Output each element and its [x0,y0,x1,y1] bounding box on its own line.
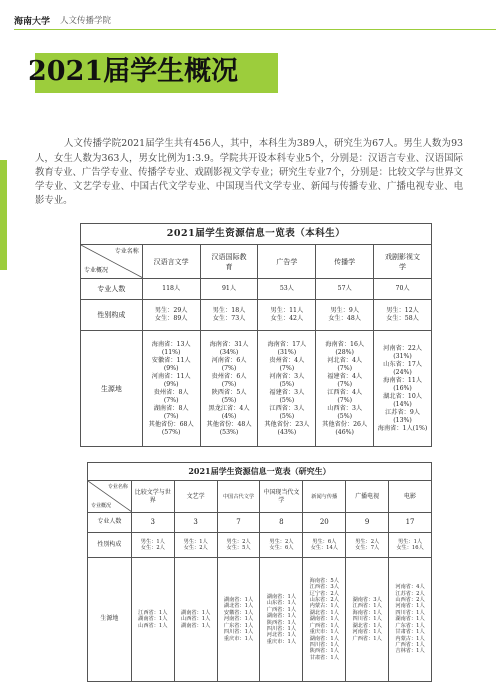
source-cell [303,558,346,682]
gender-cell [258,300,316,331]
cell-line: 甘肃省：1人 [395,629,425,636]
cell-line: (53%) [219,428,239,436]
count-cell: 3 [131,513,174,533]
cell-line: 河南省：6人 [211,356,247,364]
cell-line: 甘肃省：1人 [309,654,339,661]
cell-line: 女生：16人 [396,545,424,551]
cell-line: 江西省：1人 [138,609,168,616]
count-cell: 70人 [374,279,432,300]
cell-line: 湖北省：1人 [223,603,254,610]
cell-line: (11%) [161,348,181,356]
cell-line: 内蒙古：1人 [395,635,425,642]
corner-bottom-label: 专业概况 [91,503,112,509]
cell-line: 湖南省：1人 [138,616,168,623]
cell-line: 湖南省：8人 [153,404,189,412]
cell-line: 山西省：1人 [138,622,168,629]
cell-line: 湖南省：1人 [309,635,339,642]
cell-line: 河南省：11人 [151,372,191,380]
corner-top-label: 专业名称 [107,484,128,490]
cell-line: 男生：9人 [330,307,360,314]
cell-line: 贵州省：4人 [269,356,305,364]
cell-line: 其他省份：23人 [264,420,310,428]
cell-line: 男生：29人 [154,307,188,314]
row-label: 性别构成 [81,300,143,331]
intro-paragraph: 人文传播学院2021届学生共有456人，其中，本科生为389人，研究生为67人。男生人数为93人，女生人数为363人，男女比例为1:3.9。学院共开设本科专业5个，分别是：汉语言专业、汉语国际教育专业、广告学专业、传播学专业、戏剧影视文学专业；研究生专业7个，分别是：比较文学与世界文学专业、文艺学专业、中国古代文学专业、中国现当代文学专业、新闻与传播专业、广播电视专业、电影专业。 [35,138,463,207]
column-header: 中国古代文学 [217,481,260,513]
cell-line: 贵州省：6人 [211,372,247,380]
cell-line: 河南省：1人 [352,629,382,636]
cell-line: (5%) [279,412,295,420]
gender-cell [200,300,258,331]
cell-line: 女生：42人 [270,315,304,322]
cell-line: (7%) [337,380,352,388]
cell-line: 湖北省：10人 [383,392,422,400]
cell-line: 男生：6人 [312,538,337,545]
row-label: 专业人数 [88,513,132,533]
cell-line: (9%) [163,364,179,372]
cell-line: 海南省：13人 [151,340,191,348]
cell-line: 河南省：4人 [395,584,425,591]
source-cell [346,558,389,682]
cell-line: 男生：18人 [212,307,246,314]
cell-line: (7%) [163,412,179,420]
gender-cell [346,533,389,558]
cell-line: 江西省：4人 [327,388,363,396]
column-header: 新闻与传播 [303,481,346,513]
source-cell [374,331,432,447]
cell-line: (16%) [393,384,412,392]
count-cell: 57人 [316,279,374,300]
cell-line: 女生：7人 [355,545,380,551]
cell-line: 福建省：4人 [327,372,363,380]
graduate-table [87,462,432,682]
cell-line: (13%) [393,416,412,424]
cell-line: 江西省：1人 [352,603,382,610]
table-corner-cell [88,481,132,513]
cell-line: 河南省：1人 [223,616,254,623]
column-header: 广播电视 [346,481,389,513]
cell-line: 山西省：1人 [181,616,211,623]
cell-line: 女生：2人 [183,545,208,551]
column-header: 中国现当代文学 [260,481,303,513]
gender-cell [142,300,200,331]
source-cell [316,331,374,447]
cell-line: 河南省：1人 [395,603,425,610]
row-label: 生源地 [81,331,143,447]
cell-line: 山东省：17人 [383,360,422,368]
cell-line: (7%) [279,364,295,372]
cell-line: (5%) [279,396,295,404]
cell-line: (28%) [335,348,354,356]
cell-line: 海南省：5人 [309,577,339,584]
cell-line: 广西省：1人 [309,622,339,629]
source-cell [142,331,200,447]
column-header: 传播学 [316,245,374,279]
cell-line: 广东省：1人 [223,622,254,629]
college-name: 人文传播学院 [60,16,112,26]
source-cell [200,331,258,447]
side-accent-bar [0,160,7,270]
cell-line: 女生：48人 [328,315,361,322]
cell-line: 男生：12人 [386,307,419,314]
cell-line: 吉林省：1人 [395,648,425,655]
cell-line: 河北省：4人 [327,356,363,364]
cell-line: 海南省：1人(1%) [377,424,428,432]
cell-line: 男生：1人 [398,538,423,545]
cell-line: 男生：1人 [183,538,208,545]
gender-cell [260,533,303,558]
cell-line: (9%) [163,380,179,388]
cell-line: 重庆市：1人 [266,638,297,645]
cell-line: 黑龙江省：4人 [208,404,250,412]
cell-line: 女生：89人 [154,315,188,322]
cell-line: 重庆市：1人 [223,635,254,642]
cell-line: 男生：2人 [355,538,380,545]
cell-line: 湖南省：1人 [266,613,297,620]
cell-line: (34%) [219,348,239,356]
cell-line: (5%) [221,396,237,404]
source-cell [389,558,432,682]
cell-line: (7%) [163,396,179,404]
count-cell: 20 [303,513,346,533]
cell-line: 海南省：16人 [325,340,365,348]
cell-line: (24%) [393,368,412,376]
count-cell: 3 [174,513,217,533]
cell-line: 山东省：2人 [309,597,339,604]
cell-line: 安徽省：11人 [151,356,191,364]
cell-line: 陕西省：1人 [266,619,297,626]
cell-line: 陕西省：1人 [309,648,339,655]
cell-line: 江苏省：9人 [385,408,420,416]
column-header: 汉语言文学 [142,245,200,279]
cell-line: 湖南省：1人 [181,609,211,616]
cell-line: 河北省：1人 [266,632,297,639]
cell-line: 其他省份：48人 [206,420,252,428]
cell-line: (46%) [335,428,354,436]
cell-line: 海南省：17人 [267,340,307,348]
cell-line: 陕西省：5人 [211,388,247,396]
cell-line: (57%) [161,428,181,436]
header-divider [14,29,496,30]
cell-line: 女生：14人 [310,545,338,551]
cell-line: 四川省：1人 [395,609,425,616]
cell-line: 山东省：1人 [266,600,297,607]
gender-cell [174,533,217,558]
cell-line: (31%) [393,352,412,360]
column-header: 戏剧影视文学 [374,245,432,279]
cell-line: 海南省：1人 [352,609,382,616]
cell-line: 湖南省：3人 [352,597,382,604]
corner-top-label: 专业名称 [114,248,139,255]
cell-line: 福建省：3人 [269,388,305,396]
cell-line: 贵州省：8人 [153,388,189,396]
cell-line: 湖南省：1人 [181,622,211,629]
page-title: 2021届学生概况 [28,56,239,87]
cell-line: 湖南省：1人 [309,616,339,623]
column-header: 汉语国际教育 [200,245,258,279]
row-label: 性别构成 [88,533,132,558]
cell-line: 湖北省：1人 [309,609,339,616]
cell-line: 其他省份：68人 [148,420,194,428]
cell-line: 湖南省：1人 [266,593,297,600]
gender-cell [131,533,174,558]
cell-line: 江西省：3人 [309,584,339,591]
cell-line: 广东省：1人 [395,622,425,629]
cell-line: 男生：1人 [140,538,165,545]
cell-line: 四川省：1人 [266,625,297,632]
cell-line: 四川省：1人 [309,641,339,648]
source-cell [260,558,303,682]
table-corner-cell [81,245,143,279]
undergrad-table [80,223,432,447]
count-cell: 17 [389,513,432,533]
count-cell: 8 [260,513,303,533]
cell-line: 四川省：1人 [223,629,254,636]
cell-line: 男生：2人 [226,538,251,545]
cell-line: 女生：6人 [269,545,294,551]
row-label: 专业人数 [81,279,143,300]
cell-line: (4%) [221,412,237,420]
cell-line: 广西省：1人 [352,635,382,642]
cell-line: 山西省：3人 [327,404,363,412]
source-cell [131,558,174,682]
table-caption: 2021届学生资源信息一览表（研究生） [88,463,432,481]
column-header: 文艺学 [174,481,217,513]
cell-line: 湖南省：1人 [223,597,254,604]
cell-line: 广西省：1人 [266,606,297,613]
gender-cell [217,533,260,558]
cell-line: 其他省份：26人 [322,420,368,428]
page-header [0,0,496,30]
cell-line: 女生：73人 [212,315,246,322]
cell-line: 河南省：22人 [383,344,422,352]
cell-line: 辽宁省：2人 [309,590,339,597]
source-cell [174,558,217,682]
count-cell: 91人 [200,279,258,300]
cell-line: 女生：5人 [226,545,251,551]
count-cell: 118人 [142,279,200,300]
count-cell: 7 [217,513,260,533]
source-cell [217,558,260,682]
table-caption: 2021届学生资源信息一览表（本科生） [81,224,432,245]
cell-line: (14%) [393,400,412,408]
cell-line: 湖南省：1人 [395,616,425,623]
column-header: 比较文学与世界 [131,481,174,513]
cell-line: 河南省：3人 [269,372,305,380]
gender-cell [303,533,346,558]
count-cell: 53人 [258,279,316,300]
cell-line: 四川省：1人 [352,616,382,623]
cell-line: 海南省：31人 [209,340,249,348]
cell-line: 湖北省：1人 [352,622,382,629]
cell-line: 江西省：3人 [269,404,305,412]
cell-line: 女生：58人 [386,315,419,322]
cell-line: (43%) [277,428,297,436]
gender-cell [374,300,432,331]
cell-line: 女生：2人 [140,545,165,551]
cell-line: 江苏省：2人 [395,590,425,597]
cell-line: (7%) [337,396,352,404]
gender-cell [389,533,432,558]
cell-line: 男生：11人 [270,307,304,314]
gender-cell [316,300,374,331]
cell-line: (7%) [337,364,352,372]
cell-line: 内蒙古：1人 [309,603,339,610]
cell-line: (5%) [279,380,295,388]
cell-line: (7%) [221,380,237,388]
cell-line: (31%) [277,348,297,356]
column-header: 电影 [389,481,432,513]
cell-line: 安徽省：1人 [223,609,254,616]
university-name: 海南大学 [14,17,51,27]
cell-line: 男生：2人 [269,538,294,545]
corner-bottom-label: 专业概况 [84,267,109,274]
cell-line: 广西省：1人 [395,641,425,648]
count-cell: 9 [346,513,389,533]
cell-line: 重庆市：1人 [309,629,339,636]
cell-line: 海南省：11人 [383,376,422,384]
source-cell [258,331,316,447]
cell-line: 山西省：2人 [395,597,425,604]
column-header: 广告学 [258,245,316,279]
row-label: 生源地 [88,558,132,682]
cell-line: (5%) [337,412,352,420]
cell-line: (7%) [221,364,237,372]
